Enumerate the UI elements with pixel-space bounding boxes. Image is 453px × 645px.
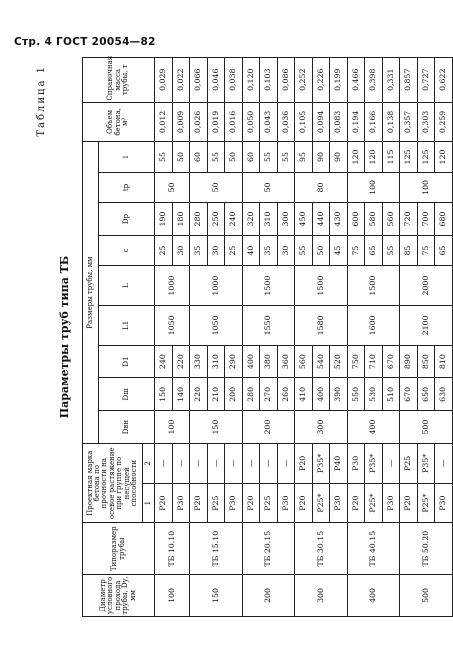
cell-g1: Р30 [277, 483, 295, 523]
header-dr: Dр [99, 203, 155, 236]
cell-vol: 0,357 [400, 102, 418, 142]
cell-g1: Р25 [260, 483, 278, 523]
cell-dsh: 650 [417, 378, 435, 411]
cell-vol: 0,259 [435, 102, 453, 142]
cell-vol: 0,016 [225, 102, 243, 142]
cell-dr: 580 [365, 203, 383, 236]
cell-dvn: 200 [242, 411, 295, 444]
cell-dvn: 500 [400, 411, 453, 444]
cell-g2: Р35* [365, 443, 383, 483]
cell-vol: 0,094 [312, 102, 330, 142]
cell-c: 50 [312, 235, 330, 265]
cell-mass: 0,029 [155, 58, 173, 103]
cell-mass: 0,857 [400, 58, 418, 103]
cell-l: 1000 [155, 266, 190, 306]
table-row [155, 58, 173, 617]
header-l1: L1 [99, 306, 155, 346]
cell-d1: 310 [207, 345, 225, 378]
cell-dsh: 530 [365, 378, 383, 411]
cell-dsh: 390 [330, 378, 348, 411]
cell-g2: — [190, 443, 208, 483]
cell-dr: 250 [207, 203, 225, 236]
cell-vol: 0,105 [295, 102, 313, 142]
header-dsh: Dш [99, 378, 155, 411]
cell-c: 55 [295, 235, 313, 265]
cell-dsh: 200 [225, 378, 243, 411]
cell-du: 400 [347, 574, 400, 616]
header-type: Типоразмер трубы [83, 523, 155, 574]
cell-vol: 0,166 [365, 102, 383, 142]
header-l: L [99, 266, 155, 306]
cell-dr: 300 [277, 203, 295, 236]
cell-ls: 120 [435, 142, 453, 172]
cell-ls: 90 [330, 142, 348, 172]
cell-l1: 1600 [347, 306, 400, 346]
cell-dr: 190 [155, 203, 173, 236]
cell-d1: 710 [365, 345, 383, 378]
cell-tr: 100 [347, 172, 400, 202]
cell-dr: 700 [417, 203, 435, 236]
table-body [155, 58, 453, 617]
cell-c: 75 [417, 235, 435, 265]
table-row [400, 58, 418, 617]
cell-vol: 0,009 [172, 102, 190, 142]
cell-d1: 240 [155, 345, 173, 378]
page-header: Стр. 4 ГОСТ 20054—82 [14, 36, 156, 48]
cell-dsh: 140 [172, 378, 190, 411]
cell-du: 100 [155, 574, 190, 616]
cell-mass: 0,038 [225, 58, 243, 103]
pipe-parameters-table [82, 57, 453, 617]
cell-mass: 0,199 [330, 58, 348, 103]
cell-type: ТБ 40.15 [347, 523, 400, 574]
table-row [190, 58, 208, 617]
cell-dr: 320 [242, 203, 260, 236]
cell-l: 1000 [190, 266, 243, 306]
cell-g1: Р30 [382, 483, 400, 523]
cell-g2: Р35* [417, 443, 435, 483]
cell-dsh: 410 [295, 378, 313, 411]
cell-tr: 50 [190, 172, 243, 202]
cell-g2: Р35* [312, 443, 330, 483]
cell-c: 25 [225, 235, 243, 265]
cell-mass: 0,103 [260, 58, 278, 103]
cell-g2: — [277, 443, 295, 483]
header-c: c [99, 235, 155, 265]
cell-type: ТБ 50.20 [400, 523, 453, 574]
cell-g1: Р20 [347, 483, 365, 523]
header-l-small: l [99, 142, 155, 172]
cell-g1: Р30 [330, 483, 348, 523]
cell-tr: 50 [155, 172, 190, 202]
cell-g1: Р25* [417, 483, 435, 523]
cell-dsh: 210 [207, 378, 225, 411]
cell-g2: Р30 [347, 443, 365, 483]
cell-dsh: 270 [260, 378, 278, 411]
cell-vol: 0,043 [260, 102, 278, 142]
cell-l: 1500 [242, 266, 295, 306]
cell-vol: 0,083 [330, 102, 348, 142]
cell-g2: — [435, 443, 453, 483]
cell-mass: 0,622 [435, 58, 453, 103]
cell-d1: 850 [417, 345, 435, 378]
cell-du: 500 [400, 574, 453, 616]
cell-dsh: 150 [155, 378, 173, 411]
cell-g1: Р30 [172, 483, 190, 523]
cell-d1: 670 [382, 345, 400, 378]
cell-g1: Р25 [207, 483, 225, 523]
cell-l1: 1580 [295, 306, 348, 346]
cell-d1: 400 [242, 345, 260, 378]
header-dvn: Dвн [99, 411, 155, 444]
cell-dvn: 100 [155, 411, 190, 444]
cell-du: 200 [242, 574, 295, 616]
header-grade-1: 1 [143, 483, 155, 523]
cell-dr: 240 [225, 203, 243, 236]
cell-mass: 0,252 [295, 58, 313, 103]
cell-l1: 1050 [155, 306, 190, 346]
cell-mass: 0,120 [242, 58, 260, 103]
cell-dr: 600 [347, 203, 365, 236]
cell-l1: 1550 [242, 306, 295, 346]
cell-type: ТБ 30.15 [295, 523, 348, 574]
header-volume: Объем бетона, м³ [83, 102, 155, 142]
cell-dr: 720 [400, 203, 418, 236]
header-grade: Проектная марка бетона по прочности на осевое растяжение при группе по несущей способности [83, 443, 143, 523]
header-mass: Справочная масса трубы, т [83, 58, 155, 103]
cell-g2: — [155, 443, 173, 483]
cell-c: 45 [330, 235, 348, 265]
cell-dsh: 260 [277, 378, 295, 411]
cell-d1: 380 [260, 345, 278, 378]
cell-vol: 0,194 [347, 102, 365, 142]
cell-g2: — [172, 443, 190, 483]
cell-mass: 0,046 [207, 58, 225, 103]
cell-ls: 55 [155, 142, 173, 172]
cell-ls: 120 [347, 142, 365, 172]
cell-vol: 0,050 [242, 102, 260, 142]
cell-ls: 95 [295, 142, 313, 172]
cell-vol: 0,036 [277, 102, 295, 142]
cell-dr: 450 [295, 203, 313, 236]
cell-d1: 810 [435, 345, 453, 378]
cell-c: 30 [172, 235, 190, 265]
cell-d1: 750 [347, 345, 365, 378]
cell-dr: 310 [260, 203, 278, 236]
cell-dsh: 550 [347, 378, 365, 411]
cell-g1: Р25* [365, 483, 383, 523]
table-caption: Таблица 1 [36, 65, 47, 137]
cell-l1: 2100 [400, 306, 453, 346]
cell-g1: Р20 [190, 483, 208, 523]
cell-mass: 0,398 [365, 58, 383, 103]
cell-d1: 360 [277, 345, 295, 378]
cell-l: 1500 [347, 266, 400, 306]
cell-ls: 60 [190, 142, 208, 172]
cell-mass: 0,727 [417, 58, 435, 103]
cell-vol: 0,026 [190, 102, 208, 142]
cell-type: ТБ 15.10 [190, 523, 243, 574]
cell-du: 150 [190, 574, 243, 616]
cell-g1: Р30 [435, 483, 453, 523]
cell-dsh: 400 [312, 378, 330, 411]
cell-c: 55 [382, 235, 400, 265]
cell-mass: 0,331 [382, 58, 400, 103]
cell-d1: 520 [330, 345, 348, 378]
header-diameter: Диаметр условного прохода трубы, Dу, мм [83, 574, 155, 616]
cell-d1: 330 [190, 345, 208, 378]
cell-g2: — [260, 443, 278, 483]
cell-d1: 560 [295, 345, 313, 378]
cell-ls: 50 [172, 142, 190, 172]
cell-c: 30 [207, 235, 225, 265]
cell-dvn: 300 [295, 411, 348, 444]
cell-c: 35 [260, 235, 278, 265]
cell-mass: 0,226 [312, 58, 330, 103]
cell-type: ТБ 20.15 [242, 523, 295, 574]
cell-d1: 890 [400, 345, 418, 378]
cell-dvn: 400 [347, 411, 400, 444]
cell-mass: 0,466 [347, 58, 365, 103]
table-title: Параметры труб типа ТБ [58, 255, 71, 419]
cell-vol: 0,303 [417, 102, 435, 142]
cell-dr: 430 [330, 203, 348, 236]
cell-l: 2000 [400, 266, 453, 306]
cell-ls: 50 [225, 142, 243, 172]
cell-ls: 115 [382, 142, 400, 172]
header-d1: D1 [99, 345, 155, 378]
cell-mass: 0,022 [172, 58, 190, 103]
table-row [295, 58, 313, 617]
cell-g2: Р25 [400, 443, 418, 483]
cell-c: 85 [400, 235, 418, 265]
cell-ls: 55 [260, 142, 278, 172]
cell-c: 65 [435, 235, 453, 265]
cell-g2: — [242, 443, 260, 483]
cell-du: 300 [295, 574, 348, 616]
cell-l1: 1050 [190, 306, 243, 346]
cell-c: 35 [190, 235, 208, 265]
cell-vol: 0,138 [382, 102, 400, 142]
cell-g1: Р20 [155, 483, 173, 523]
cell-g1: Р20 [242, 483, 260, 523]
cell-dr: 180 [172, 203, 190, 236]
cell-dr: 440 [312, 203, 330, 236]
cell-g1: Р20 [400, 483, 418, 523]
cell-tr: 100 [400, 172, 453, 202]
cell-c: 25 [155, 235, 173, 265]
cell-ls: 55 [207, 142, 225, 172]
cell-dr: 280 [190, 203, 208, 236]
header-tr: tр [99, 172, 155, 202]
cell-c: 30 [277, 235, 295, 265]
cell-mass: 0,086 [277, 58, 295, 103]
cell-g2: — [382, 443, 400, 483]
cell-l: 1500 [295, 266, 348, 306]
cell-dr: 560 [382, 203, 400, 236]
cell-tr: 50 [242, 172, 295, 202]
cell-c: 75 [347, 235, 365, 265]
cell-c: 65 [365, 235, 383, 265]
cell-g2: — [207, 443, 225, 483]
cell-ls: 120 [365, 142, 383, 172]
cell-ls: 60 [242, 142, 260, 172]
rotated-page-content [30, 55, 448, 617]
cell-ls: 125 [417, 142, 435, 172]
cell-ls: 90 [312, 142, 330, 172]
cell-mass: 0,066 [190, 58, 208, 103]
table-row [242, 58, 260, 617]
cell-d1: 290 [225, 345, 243, 378]
cell-dr: 680 [435, 203, 453, 236]
cell-dsh: 670 [400, 378, 418, 411]
cell-dsh: 220 [190, 378, 208, 411]
cell-g1: Р25* [312, 483, 330, 523]
cell-dvn: 150 [190, 411, 243, 444]
cell-dsh: 280 [242, 378, 260, 411]
cell-g1: Р30 [225, 483, 243, 523]
cell-d1: 220 [172, 345, 190, 378]
header-grade-2: 2 [143, 443, 155, 483]
cell-g2: Р40 [330, 443, 348, 483]
cell-vol: 0,019 [207, 102, 225, 142]
cell-g2: Р20 [295, 443, 313, 483]
cell-vol: 0,012 [155, 102, 173, 142]
table-row [347, 58, 365, 617]
cell-type: ТБ 10.10 [155, 523, 190, 574]
cell-dsh: 630 [435, 378, 453, 411]
cell-g2: — [225, 443, 243, 483]
cell-c: 40 [242, 235, 260, 265]
header-dims: Размеры трубы, мм [83, 142, 99, 444]
cell-ls: 55 [277, 142, 295, 172]
cell-dsh: 510 [382, 378, 400, 411]
cell-g1: Р20 [295, 483, 313, 523]
cell-d1: 540 [312, 345, 330, 378]
cell-ls: 125 [400, 142, 418, 172]
cell-tr: 80 [295, 172, 348, 202]
